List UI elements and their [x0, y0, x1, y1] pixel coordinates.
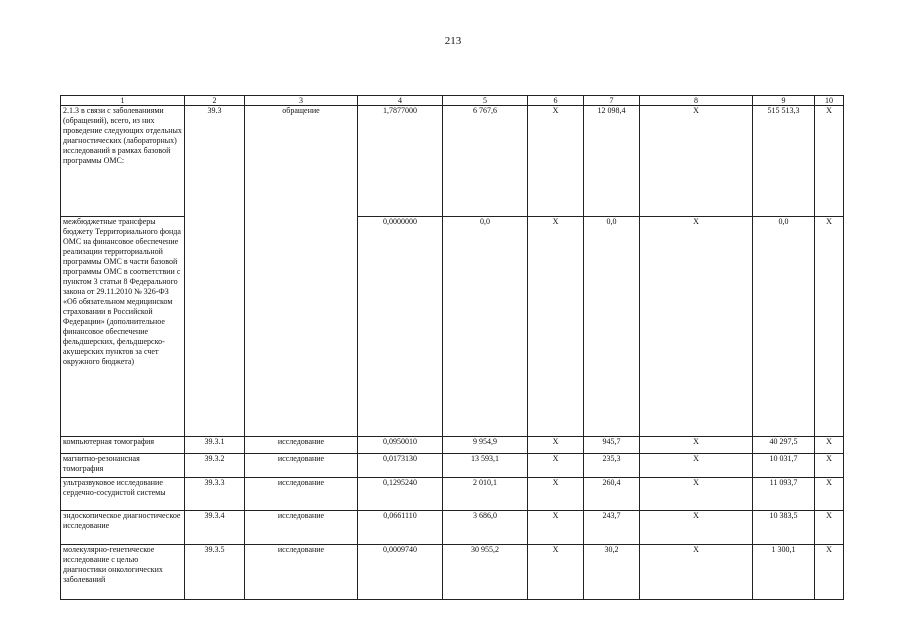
table-row: [61, 454, 844, 478]
row-code: 39.3: [185, 106, 245, 437]
cell-col4: 0,0000000: [358, 217, 443, 437]
cell-col7: 945,7: [584, 437, 640, 454]
cell-col4: 0,1295240: [358, 478, 443, 511]
row-unit: исследование: [245, 454, 358, 478]
column-header: 9: [753, 96, 815, 106]
cell-col5: 0,0: [443, 217, 528, 437]
cell-col10: X: [815, 217, 844, 437]
cell-col9: 0,0: [753, 217, 815, 437]
table-row: [61, 545, 844, 600]
column-header: 8: [640, 96, 753, 106]
cell-col6: X: [528, 106, 584, 217]
column-header: 1: [61, 96, 185, 106]
row-code: 39.3.2: [185, 454, 245, 478]
column-header: 4: [358, 96, 443, 106]
cell-col6: X: [528, 511, 584, 545]
cell-col8: X: [640, 478, 753, 511]
cell-col4: 0,0950010: [358, 437, 443, 454]
cell-col9: 10 031,7: [753, 454, 815, 478]
cell-col7: 243,7: [584, 511, 640, 545]
cell-col9: 11 093,7: [753, 478, 815, 511]
table-row: [61, 511, 844, 545]
row-description: 2.1.3 в связи с заболеваниями (обращений), всего, из них проведение следующих отдельных диагностических (лабораторных) исследований в рамках базовой программы ОМС:: [61, 106, 185, 217]
row-description: ультразвуковое исследование сердечно-сосудистой системы: [61, 478, 185, 511]
cell-col9: 1 300,1: [753, 545, 815, 600]
cell-col10: X: [815, 511, 844, 545]
cell-col6: X: [528, 478, 584, 511]
cell-col4: 0,0661110: [358, 511, 443, 545]
financing-table: [60, 95, 844, 600]
row-unit: исследование: [245, 437, 358, 454]
row-description: эндоскопическое диагностическое исследование: [61, 511, 185, 545]
cell-col10: X: [815, 106, 844, 217]
column-header: 2: [185, 96, 245, 106]
cell-col5: 9 954,9: [443, 437, 528, 454]
cell-col7: 235,3: [584, 454, 640, 478]
cell-col8: X: [640, 454, 753, 478]
cell-col8: X: [640, 511, 753, 545]
column-header: 5: [443, 96, 528, 106]
cell-col8: X: [640, 545, 753, 600]
cell-col8: X: [640, 217, 753, 437]
cell-col8: X: [640, 437, 753, 454]
table-row: [61, 478, 844, 511]
row-code: 39.3.1: [185, 437, 245, 454]
cell-col5: 3 686,0: [443, 511, 528, 545]
column-header: 10: [815, 96, 844, 106]
cell-col6: X: [528, 217, 584, 437]
cell-col7: 0,0: [584, 217, 640, 437]
row-code: 39.3.5: [185, 545, 245, 600]
cell-col10: X: [815, 545, 844, 600]
column-header: 3: [245, 96, 358, 106]
cell-col7: 260,4: [584, 478, 640, 511]
cell-col10: X: [815, 478, 844, 511]
cell-col5: 2 010,1: [443, 478, 528, 511]
table-row: [61, 106, 844, 217]
row-code: 39.3.3: [185, 478, 245, 511]
row-description: молекулярно-генетическое исследование с целью диагностики онкологических заболеваний: [61, 545, 185, 600]
row-unit: исследование: [245, 511, 358, 545]
cell-col6: X: [528, 454, 584, 478]
cell-col7: 12 098,4: [584, 106, 640, 217]
cell-col6: X: [528, 545, 584, 600]
column-header: 6: [528, 96, 584, 106]
cell-col10: X: [815, 454, 844, 478]
page-number: 213: [444, 35, 462, 47]
row-description: межбюджетные трансферы бюджету Территориального фонда ОМС на финансовое обеспечение реализации территориальной программы ОМС в части базовой программы ОМС в соответствии с пунктом 3 статьи 8 Федерального закона от 29.11.2010 № 326-ФЗ «Об обязательном медицинском страховании в Российской Федерации» (дополнительное финансовое обеспечение фельдшерских, фельдшерско-акушерских пунктов за счет окружного бюджета): [61, 217, 185, 437]
cell-col9: 40 297,5: [753, 437, 815, 454]
row-unit: обращение: [245, 106, 358, 437]
cell-col5: 30 955,2: [443, 545, 528, 600]
cell-col4: 1,7877000: [358, 106, 443, 217]
cell-col10: X: [815, 437, 844, 454]
table-row: [61, 217, 844, 437]
cell-col9: 10 383,5: [753, 511, 815, 545]
cell-col7: 30,2: [584, 545, 640, 600]
row-unit: исследование: [245, 545, 358, 600]
row-unit: исследование: [245, 478, 358, 511]
row-code: 39.3.4: [185, 511, 245, 545]
table-row: [61, 437, 844, 454]
column-header: 7: [584, 96, 640, 106]
cell-col8: X: [640, 106, 753, 217]
cell-col6: X: [528, 437, 584, 454]
cell-col9: 515 513,3: [753, 106, 815, 217]
row-description: компьютерная томография: [61, 437, 185, 454]
cell-col5: 13 593,1: [443, 454, 528, 478]
cell-col4: 0,0173130: [358, 454, 443, 478]
cell-col4: 0,0009740: [358, 545, 443, 600]
row-description: магнитно-резонансная томография: [61, 454, 185, 478]
header-row: [61, 96, 844, 106]
cell-col5: 6 767,6: [443, 106, 528, 217]
